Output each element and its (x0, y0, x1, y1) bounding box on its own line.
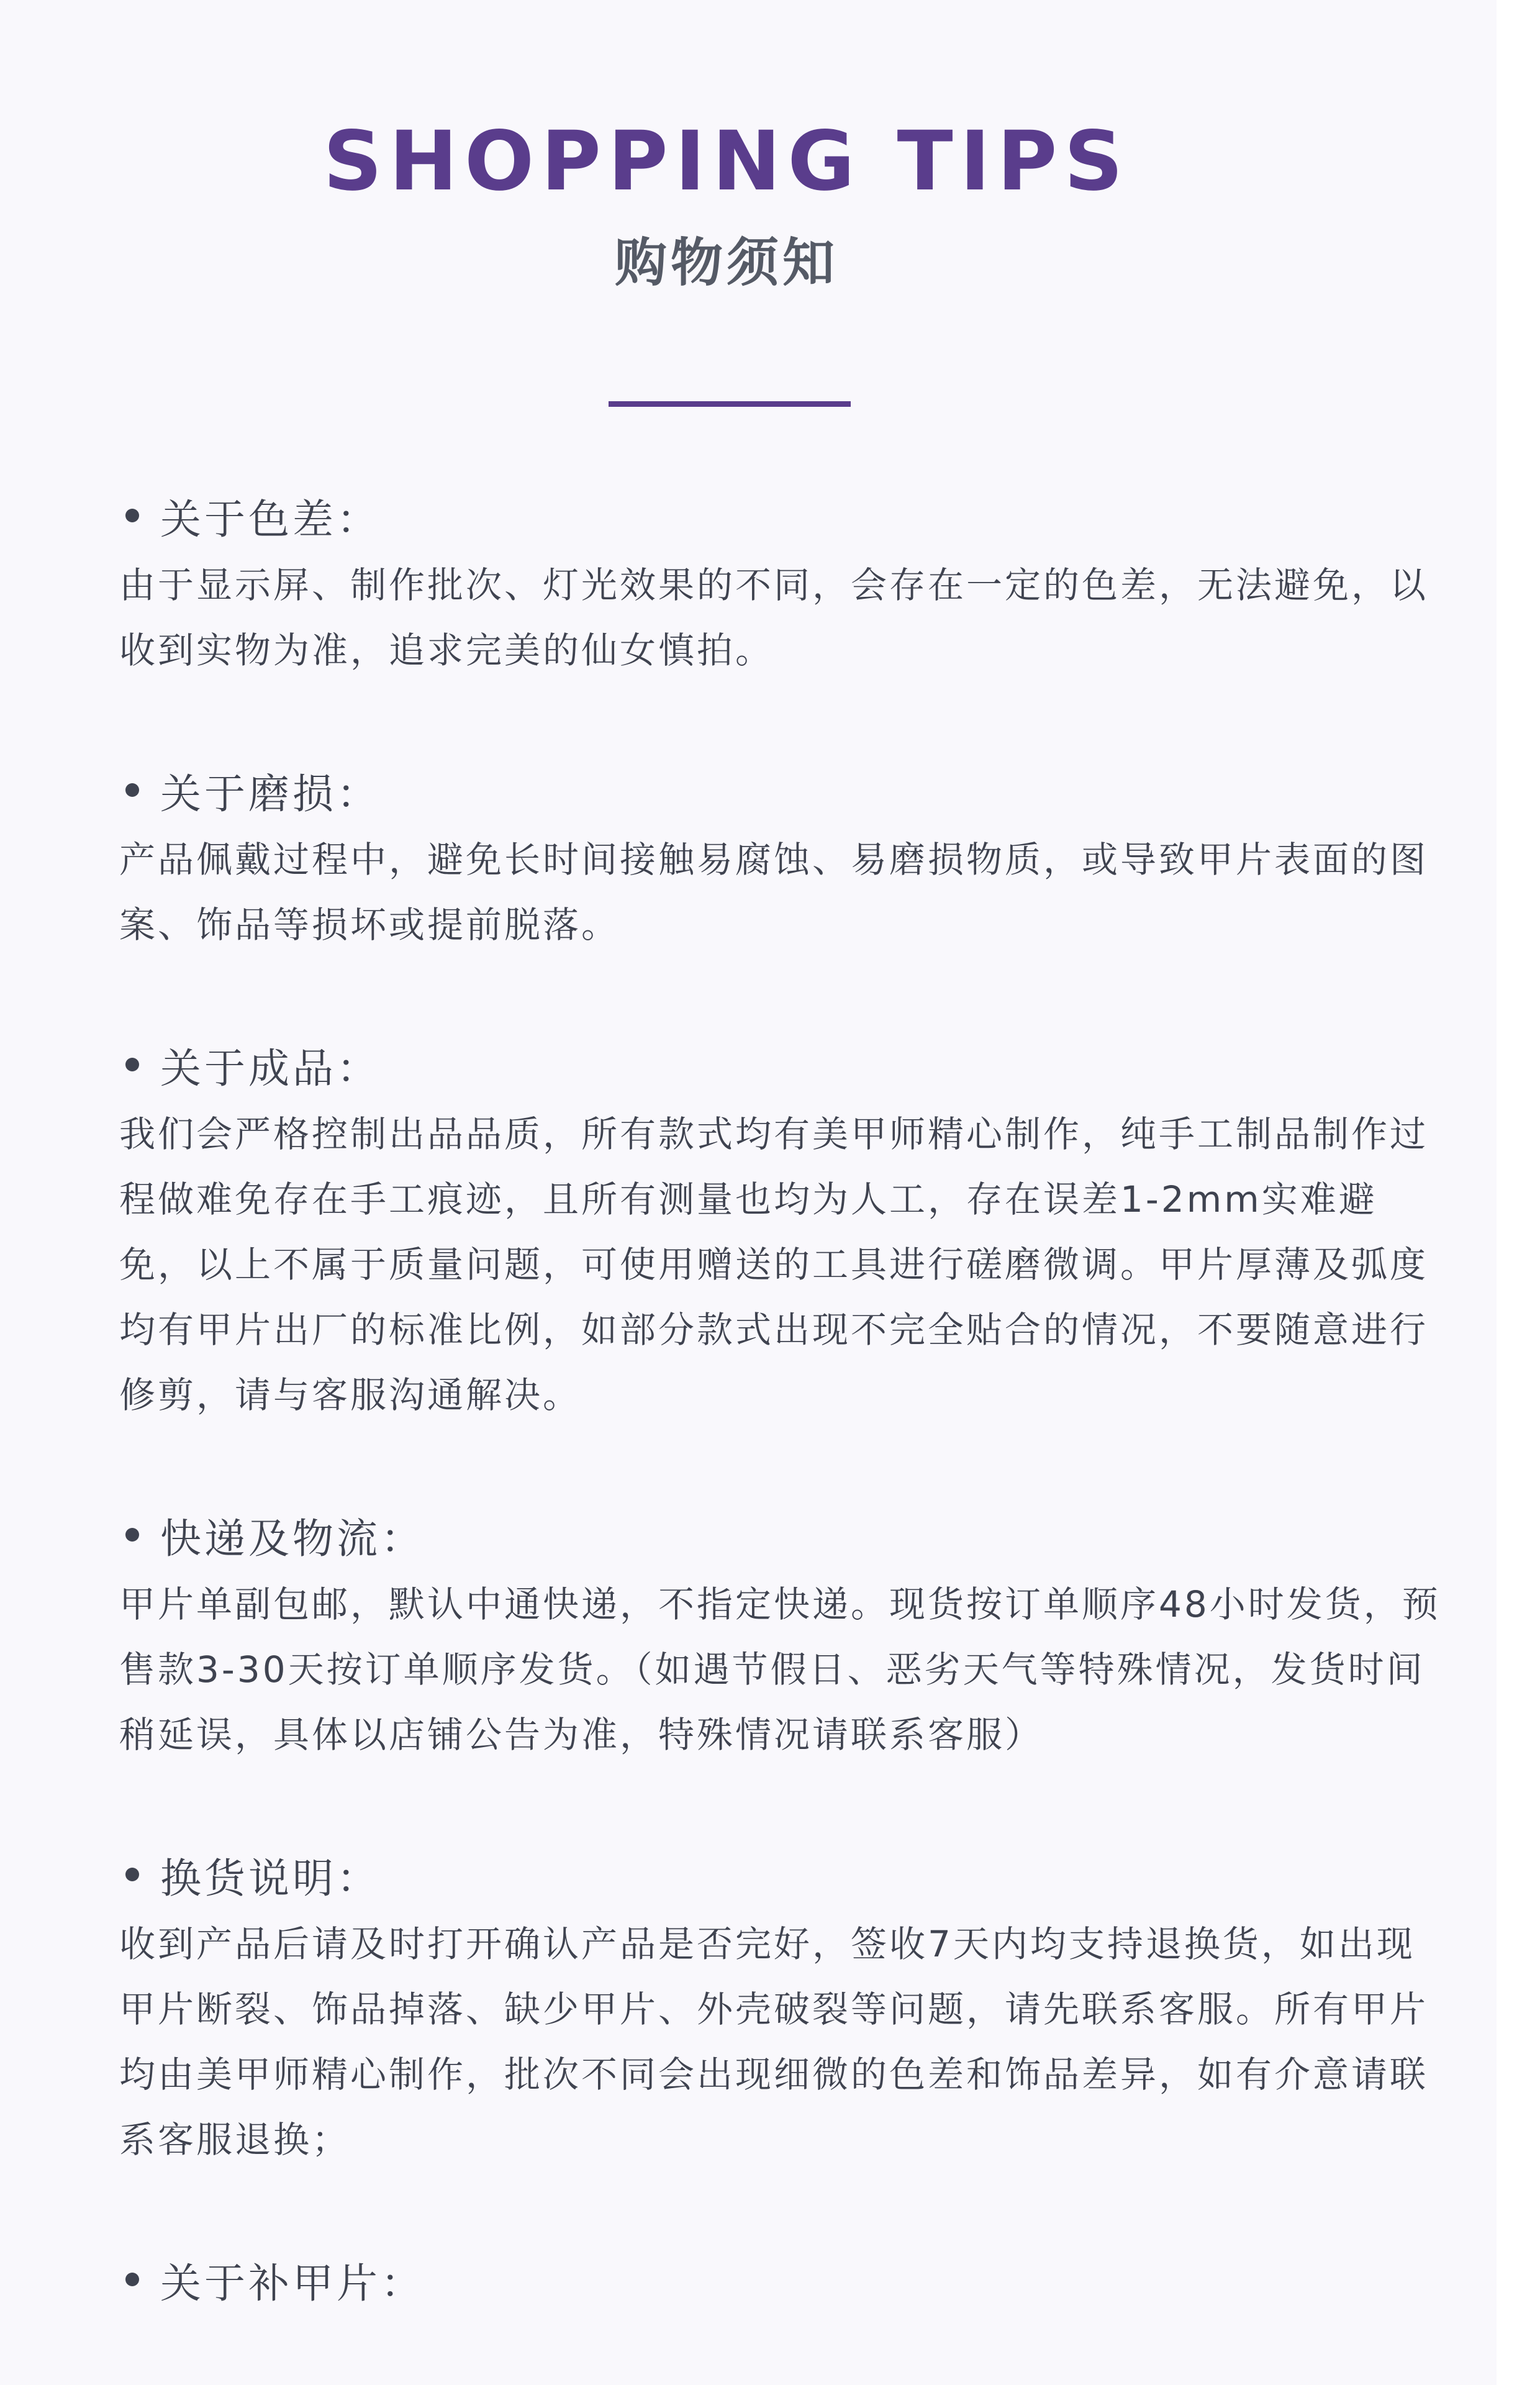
section-body: 产品佩戴过程中，避免长时间接触易腐蚀、易磨损物质，或导致甲片表面的图案、饰品等损坏或提前脱落。 (119, 838, 1429, 946)
section-header (119, 1497, 1448, 1572)
section-header (119, 1837, 1448, 1912)
section-title: 关于色差： (160, 495, 381, 543)
bullet-dot-icon (125, 1868, 139, 1881)
section-body: 由于显示屏、制作批次、灯光效果的不同，会存在一定的色差，无法避免，以收到实物为准，追求完美的仙女慎拍。 (119, 564, 1429, 671)
section-title: 换货说明： (160, 1854, 381, 1902)
section-title: 关于磨损： (160, 770, 381, 818)
section-header (119, 1027, 1448, 1102)
section-body: 甲片单副包邮，默认中通快递，不指定快递。现货按订单顺序48小时发货，预售款3-30天按订单顺序发货。（如遇节假日、恶劣天气等特殊情况，发货时间稍延误，具体以店铺公告为准，特殊情况请联系客服） (119, 1583, 1441, 1756)
tips-list (119, 478, 1448, 2385)
section-title: 快递及物流： (160, 1514, 425, 1563)
page-title-english: SHOPPING TIPS (323, 114, 1130, 209)
section-header (119, 478, 1448, 553)
tip-section-finished-product (119, 1027, 1448, 1428)
section-body: 收到产品后请及时打开确认产品是否完好，签收7天内均支持退换货，如出现甲片断裂、饰品掉落、缺少甲片、外壳破裂等问题，请先联系客服。所有甲片均由美甲师精心制作，批次不同会出现细微的色差和饰品差异，如有介意请联系客服退换； (119, 1923, 1429, 2161)
section-header (119, 2242, 1448, 2317)
bullet-dot-icon (125, 783, 139, 797)
title-divider (609, 401, 851, 407)
section-header (119, 753, 1448, 827)
section-title: 关于成品： (160, 1044, 381, 1093)
tip-section-shipping (119, 1497, 1448, 1768)
bullet-dot-icon (125, 2273, 139, 2286)
page-title-chinese: 购物须知 (614, 232, 838, 293)
bullet-dot-icon (125, 1528, 139, 1542)
section-title: 关于补甲片： (160, 2259, 425, 2307)
tip-section-replacement-nails (119, 2242, 1448, 2317)
section-body: 我们会严格控制出品品质，所有款式均有美甲师精心制作，纯手工制品制作过程做难免存在手工痕迹，且所有测量也均为人工，存在误差1-2mm实难避免，以上不属于质量问题，可使用赠送的工具进行磋磨微调。甲片厚薄及弧度均有甲片出厂的标准比例，如部分款式出现不完全贴合的情况，不要随意进行修剪，请与客服沟通解决。 (119, 1113, 1429, 1416)
tip-section-wear (119, 753, 1448, 958)
bullet-dot-icon (125, 1058, 139, 1071)
tip-section-color-difference (119, 478, 1448, 683)
tip-section-exchange (119, 1837, 1448, 2173)
bullet-dot-icon (125, 509, 139, 522)
